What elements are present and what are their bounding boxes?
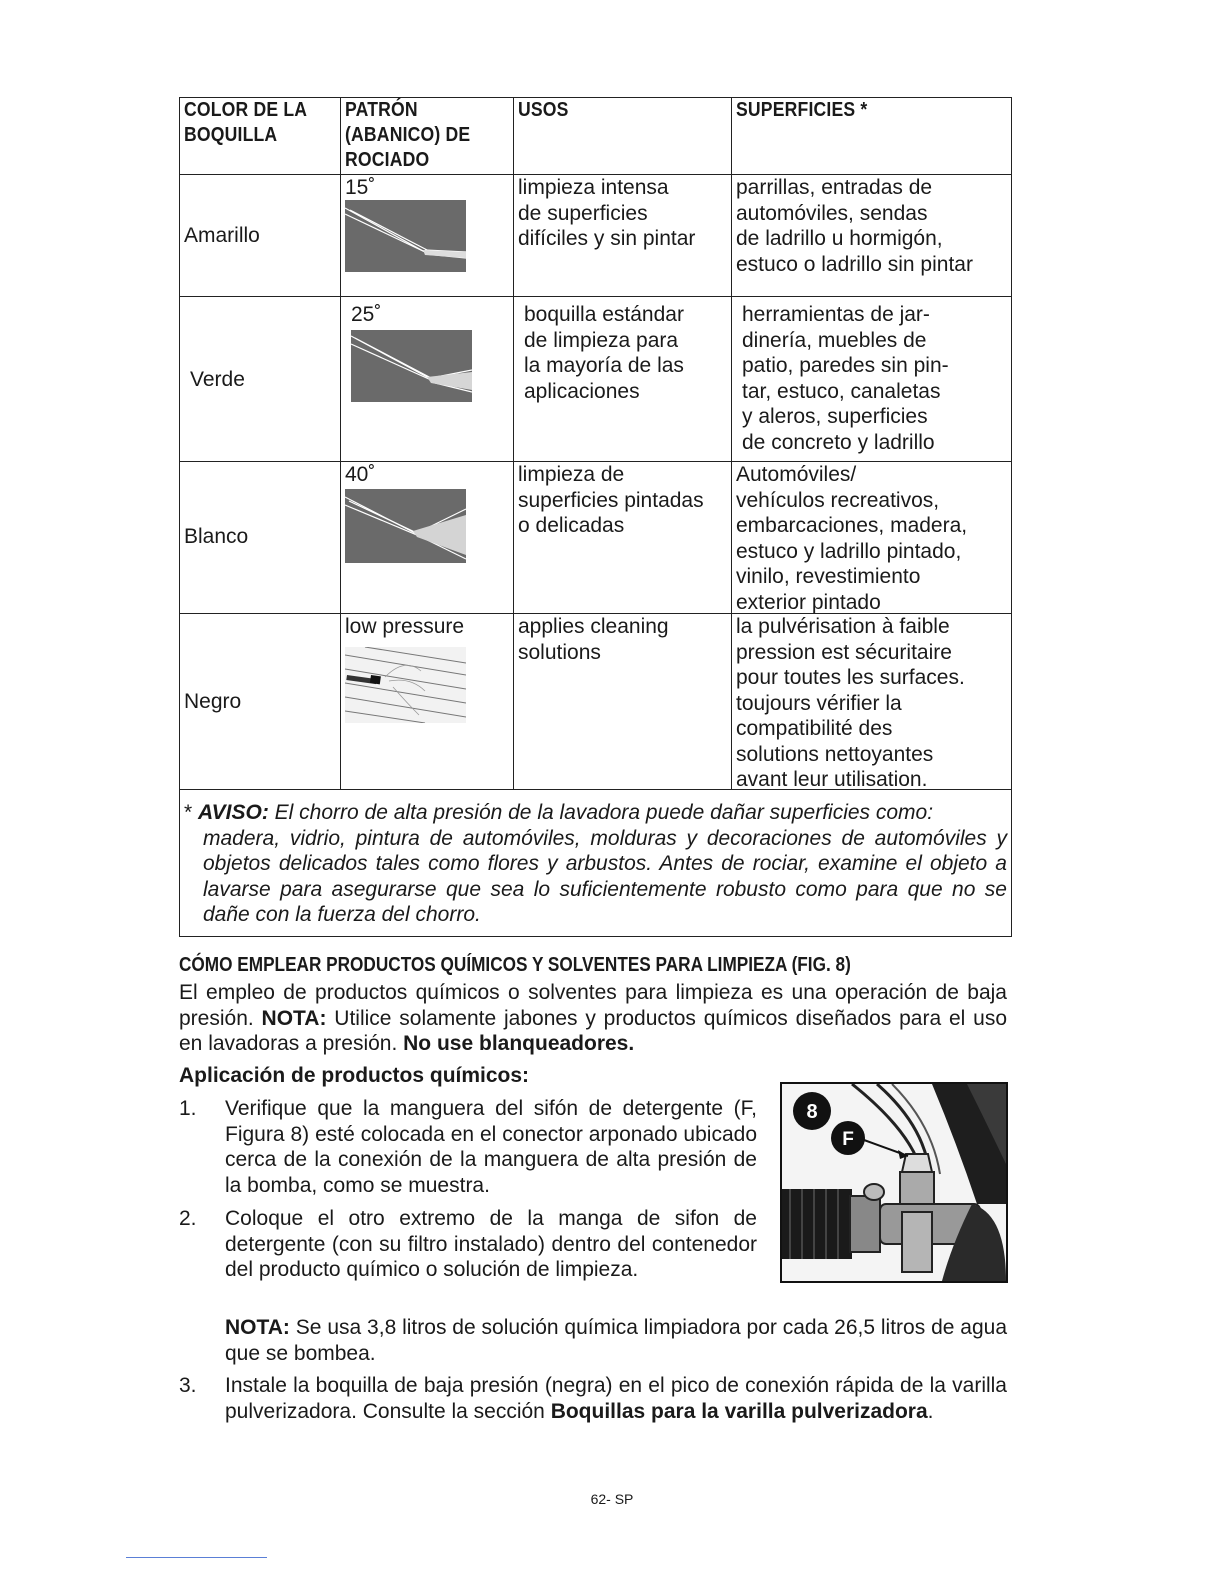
notice-label: AVISO: xyxy=(198,801,269,824)
nozzle-color: Blanco xyxy=(184,525,249,548)
step-number: 1. xyxy=(179,1097,197,1120)
warning-notice xyxy=(180,789,1011,936)
surfaces-text: la pulvérisation à faible pression est sécuritaire pour toutes les surfaces. toujours vérifier la compatibilité des solutions nettoyantes avant leur utilisation. xyxy=(736,615,965,791)
intro-nota-label: NOTA: xyxy=(261,1006,327,1030)
figure-8 xyxy=(780,1082,1008,1283)
header-uses: USOS xyxy=(518,99,569,121)
intro-paragraph xyxy=(179,980,1007,1057)
header-surfaces: SUPERFICIES * xyxy=(736,99,868,121)
uses-text: applies cleaning solutions xyxy=(514,614,732,789)
header-color: COLOR DE LA BOQUILLA xyxy=(184,99,308,146)
bottom-divider xyxy=(126,1557,267,1558)
figure-number: 8 xyxy=(806,1101,818,1123)
nozzle-color: Negro xyxy=(184,690,242,713)
intro-warning: No use blanqueadores. xyxy=(403,1032,635,1055)
notice-text: madera, vidrio, pintura de automóviles, molduras y decoraciones de automóviles y objetos delicados tales como flores y arbustos. Antes de rociar, examine el objeto a lavarse para asegurarse que sea lo suficientemente robusto como para que no se dañe con la fuerza del chorro. xyxy=(203,826,1007,927)
nozzle-table xyxy=(179,97,1012,937)
section-title: CÓMO EMPLEAR PRODUCTOS QUÍMICOS Y SOLVENTES PARA LIMPIEZA (FIG. 8) xyxy=(179,954,851,976)
uses-text: limpieza de superficies pintadas o delicadas xyxy=(514,462,732,613)
table-row xyxy=(180,174,1011,296)
list-item xyxy=(179,1096,757,1198)
notice-line1: El chorro de alta presión de la lavadora puede dañar superficies como: xyxy=(274,801,934,824)
spray-angle: 15˚ xyxy=(345,176,376,199)
subheading: Aplicación de productos químicos: xyxy=(179,1064,530,1087)
table-row xyxy=(180,461,1011,613)
spray-angle: low pressure xyxy=(345,615,465,638)
table-row xyxy=(180,296,1011,461)
note-label: NOTA: xyxy=(225,1316,290,1339)
spray-angle: 40˚ xyxy=(345,463,376,486)
spray-25-image xyxy=(351,330,472,402)
note-item xyxy=(225,1315,1007,1366)
intro-text-a: El empleo de productos químicos o solventes para limpieza es una operación de baja presión. xyxy=(179,981,1007,1030)
table-row xyxy=(180,613,1011,789)
step-text: Instale la boquilla de baja presión (negra) en el pico de conexión rápida de la varilla pulverizadora. Consulte la sección xyxy=(225,1374,1007,1423)
surfaces-text: parrillas, entradas de automóviles, sendas de ladrillo u hormigón, estuco o ladrillo sin pintar xyxy=(736,176,973,276)
nozzle-color: Amarillo xyxy=(184,224,260,247)
spray-15-image xyxy=(345,200,466,272)
table-header-row xyxy=(180,98,1011,174)
uses-text: boquilla estándar de limpieza para la mayoría de las aplicaciones xyxy=(514,297,732,461)
note-text: Se usa 3,8 litros de solución química limpiadora por cada 26,5 litros de agua que se bombea. xyxy=(225,1316,1007,1365)
step-number: 2. xyxy=(179,1207,197,1230)
step-text: Verifique que la manguera del sifón de detergente (F, Figura 8) esté colocada en el conector arponado ubicado cerca de la conexión de la manguera de alta presión de la bomba, como se muestra. xyxy=(225,1097,757,1197)
page-number: 62- SP xyxy=(590,1491,634,1507)
nozzle-color: Verde xyxy=(190,368,245,391)
spray-low-pressure-image xyxy=(345,647,466,723)
uses-text: limpieza intensa de superficies difíciles y sin pintar xyxy=(514,175,732,296)
step-text-end: . xyxy=(927,1399,934,1423)
header-pattern: PATRÓN (ABANICO) DE ROCIADO xyxy=(345,99,471,171)
step-reference: Boquillas para la varilla pulverizadora xyxy=(550,1399,928,1423)
notice-asterisk: * xyxy=(184,801,193,824)
step-text: Coloque el otro extremo de la manga de sifon de detergente (con su filtro instalado) dentro del contenedor del producto químico o solución de limpieza. xyxy=(225,1207,757,1281)
intro-text-b: Utilice solamente jabones y productos químicos diseñados para el uso en lavadoras a presión. xyxy=(179,1006,1007,1055)
surfaces-text: Automóviles/ vehículos recreativos, embarcaciones, madera, estuco y ladrillo pintado, vinilo, revestimiento exterior pintado xyxy=(736,463,968,614)
spray-40-image xyxy=(345,489,466,563)
surfaces-text: herramientas de jar- dinería, muebles de patio, paredes sin pin- tar, estuco, canaletas y aleros, superficies de concreto y ladrillo xyxy=(742,303,949,454)
figure-callout-f: F xyxy=(842,1129,854,1150)
list-item xyxy=(179,1206,757,1283)
spray-angle: 25˚ xyxy=(351,303,382,326)
step-number: 3. xyxy=(179,1374,197,1397)
list-item xyxy=(179,1373,1007,1424)
pump-siphon-illustration xyxy=(782,1084,1006,1281)
